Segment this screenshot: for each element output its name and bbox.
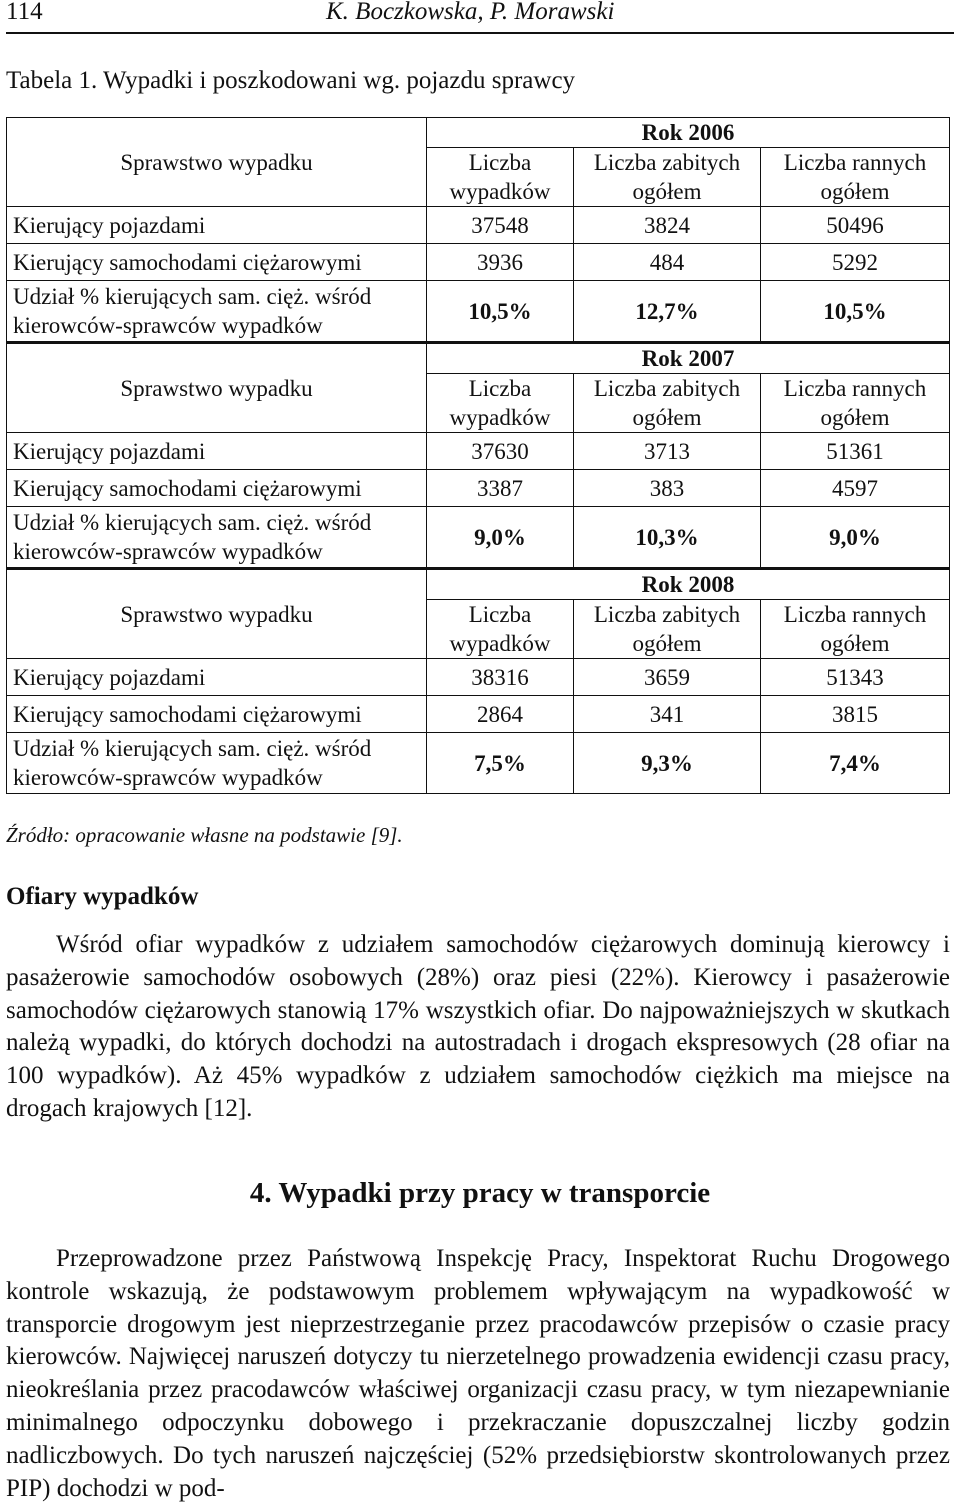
cell-killed: 383	[574, 470, 761, 507]
row-label: Udział % kierujących sam. cięż. wśród kierowców-sprawców wypadków	[7, 733, 427, 794]
cell-injured: 9,0%	[761, 507, 950, 569]
cell-killed: 3659	[574, 659, 761, 696]
row-label: Kierujący samochodami ciężarowymi	[7, 470, 427, 507]
cell-killed: 3713	[574, 433, 761, 470]
page-number: 114	[6, 0, 43, 25]
column-header-accidents: Liczba wypadków	[427, 148, 574, 207]
year-header: Rok 2008	[427, 569, 950, 600]
table-row	[7, 433, 950, 470]
table-header-row	[7, 343, 950, 374]
cell-accidents: 2864	[427, 696, 574, 733]
cell-injured: 51343	[761, 659, 950, 696]
running-head: K. Boczkowska, P. Morawski	[326, 0, 615, 25]
cell-injured: 3815	[761, 696, 950, 733]
column-header-accidents: Liczba wypadków	[427, 374, 574, 433]
accidents-table	[6, 117, 950, 794]
column-header-killed: Liczba zabitych ogółem	[574, 374, 761, 433]
table-row	[7, 207, 950, 244]
cell-killed: 12,7%	[574, 281, 761, 343]
cell-accidents: 7,5%	[427, 733, 574, 794]
column-header-injured: Liczba rannych ogółem	[761, 374, 950, 433]
column-header-perpetrator: Sprawstwo wypadku	[7, 343, 427, 433]
column-header-perpetrator: Sprawstwo wypadku	[7, 569, 427, 659]
year-header: Rok 2007	[427, 343, 950, 374]
cell-accidents: 37548	[427, 207, 574, 244]
cell-accidents: 9,0%	[427, 507, 574, 569]
year-header: Rok 2006	[427, 118, 950, 148]
column-header-perpetrator: Sprawstwo wypadku	[7, 118, 427, 207]
row-label: Kierujący samochodami ciężarowymi	[7, 696, 427, 733]
column-header-accidents: Liczba wypadków	[427, 600, 574, 659]
header-rule	[6, 32, 954, 34]
paragraph-victims: Wśród ofiar wypadków z udziałem samochodów ciężarowych dominują kierowcy i pasażerowie samochodów osobowych (28%) oraz piesi (22%). Kierowcy i pasażerowie samochodów ciężarowych stanowią 17% wszystkich ofiar. Do najpoważniejszych w skutkach należą wypadki, do których dochodzi na autostradach i drogach ekspresowych (28 ofiar na 100 wypadków). Aż 45% wypadków z udziałem samochodów ciężkich ma miejsce na drogach krajowych [12].	[6, 931, 950, 1122]
table-row	[7, 281, 950, 343]
section-heading-victims: Ofiary wypadków	[6, 883, 199, 910]
table-row	[7, 244, 950, 281]
table-header-row	[7, 118, 950, 148]
cell-accidents: 3387	[427, 470, 574, 507]
cell-injured: 7,4%	[761, 733, 950, 794]
section-heading-4: 4. Wypadki przy pracy w transporcie	[249, 1177, 711, 1209]
column-header-killed: Liczba zabitych ogółem	[574, 148, 761, 207]
cell-injured: 4597	[761, 470, 950, 507]
table-row	[7, 507, 950, 569]
cell-accidents: 37630	[427, 433, 574, 470]
row-label: Udział % kierujących sam. cięż. wśród kierowców-sprawców wypadków	[7, 281, 427, 343]
cell-injured: 10,5%	[761, 281, 950, 343]
cell-killed: 3824	[574, 207, 761, 244]
row-label: Kierujący pojazdami	[7, 433, 427, 470]
cell-injured: 5292	[761, 244, 950, 281]
table-caption: Tabela 1. Wypadki i poszkodowani wg. pojazdu sprawcy	[6, 67, 576, 94]
column-header-killed: Liczba zabitych ogółem	[574, 600, 761, 659]
table-source: Źródło: opracowanie własne na podstawie [9].	[6, 823, 403, 847]
cell-killed: 10,3%	[574, 507, 761, 569]
cell-injured: 50496	[761, 207, 950, 244]
row-label: Kierujący pojazdami	[7, 207, 427, 244]
cell-injured: 51361	[761, 433, 950, 470]
table-row	[7, 470, 950, 507]
row-label: Kierujący pojazdami	[7, 659, 427, 696]
cell-accidents: 3936	[427, 244, 574, 281]
table-row	[7, 659, 950, 696]
page-header	[6, 0, 954, 32]
cell-killed: 9,3%	[574, 733, 761, 794]
cell-killed: 341	[574, 696, 761, 733]
row-label: Udział % kierujących sam. cięż. wśród kierowców-sprawców wypadków	[7, 507, 427, 569]
table-header-row	[7, 569, 950, 600]
cell-killed: 484	[574, 244, 761, 281]
cell-accidents: 38316	[427, 659, 574, 696]
table-row	[7, 696, 950, 733]
cell-accidents: 10,5%	[427, 281, 574, 343]
row-label: Kierujący samochodami ciężarowymi	[7, 244, 427, 281]
column-header-injured: Liczba rannych ogółem	[761, 600, 950, 659]
paragraph-section-4: Przeprowadzone przez Państwową Inspekcję Pracy, Inspektorat Ruchu Drogowego kontrole wskazują, że podstawowym problemem wpływającym na wypadkowość w transporcie drogowym jest nieprzestrzeganie przez pracodawców przepisów o czasie pracy kierowców. Najwięcej naruszeń dotyczy tu nierzetelnego prowadzenia ewidencji czasu pracy, nieokreślania przez pracodawców właściwej organizacji czasu pracy, w tym niezapewnianie minimalnego odpoczynku dobowego i przekraczanie dopuszczalnej liczby godzin nadliczbowych. Do tych naruszeń najczęściej (52% przedsiębiorstw skontrolowanych przez PIP) dochodzi w pod-	[6, 1245, 950, 1502]
column-header-injured: Liczba rannych ogółem	[761, 148, 950, 207]
table-row	[7, 733, 950, 794]
